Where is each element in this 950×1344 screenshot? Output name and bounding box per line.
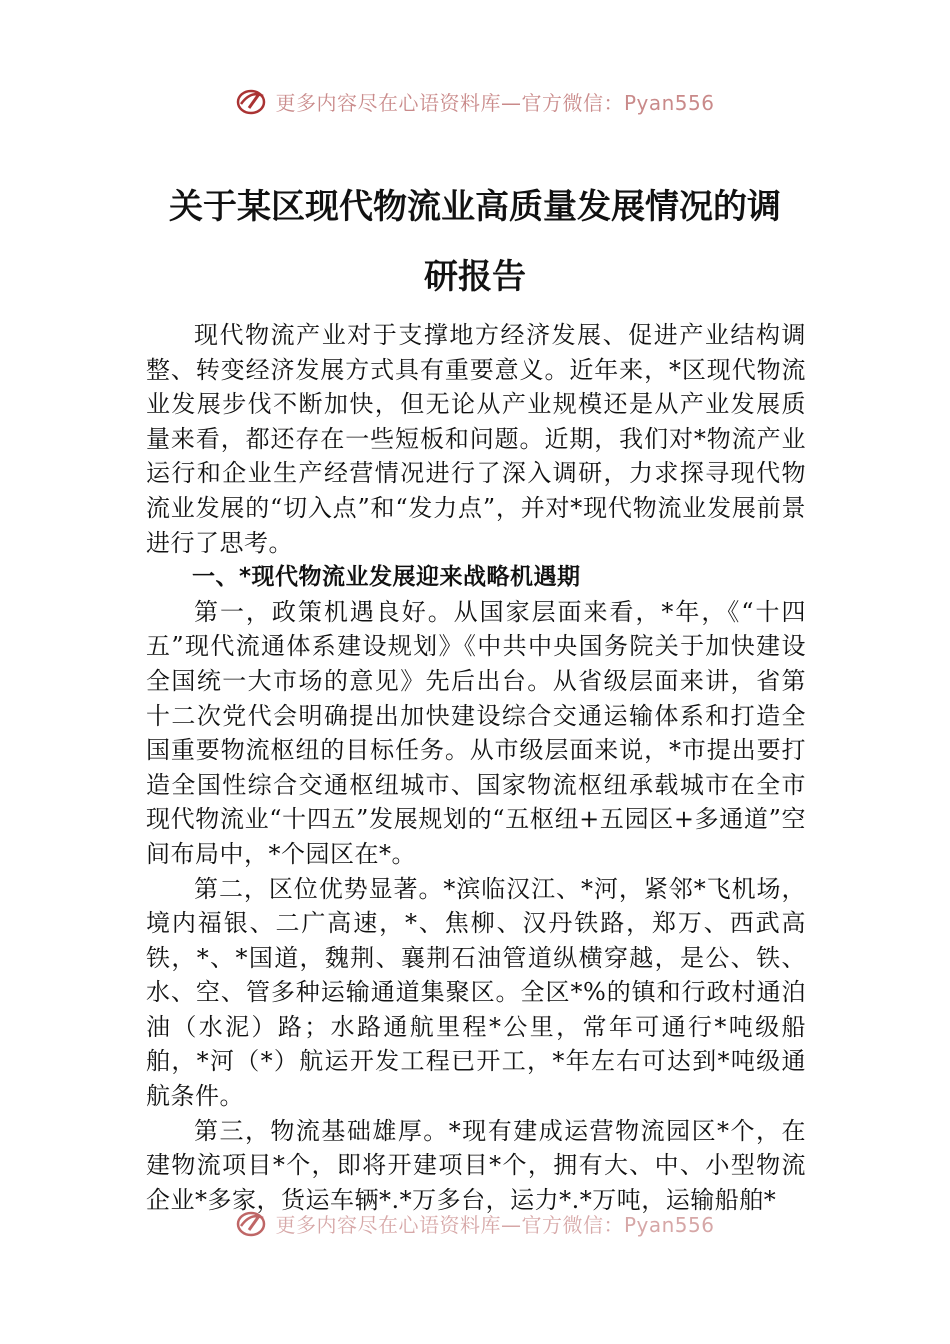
watermark-header [0,86,950,116]
document-title-line-2: 研报告 [424,257,526,297]
paragraph-policy: 第一，政策机遇良好。从国家层面来看，*年，《“十四五”现代流通体系建设规划》《中共中央国务院关于加快建设全国统一大市场的意见》先后出台。从省级层面来讲，省第十二次党代会明确提出加快建设综合交通运输体系和打造全国重要物流枢纽的目标任务。从市级层面来说，*市提出要打造全国性综合交通枢纽城市、国家物流枢纽承载城市在全市现代物流业“十四五”发展规划的“五枢纽+五园区+多通道”空间布局中，*个园区在*。 [146,597,806,868]
watermark-text: 更多内容尽在心语资料库—官方微信：Pyan556 [275,1212,715,1237]
logo-icon [235,1208,269,1238]
document-body [146,318,806,1217]
paragraph-foundation: 第三，物流基础雄厚。*现有建成运营物流园区*个，在建物流项目*个，即将开建项目*个，拥有大、中、小型物流企业*多家，货运车辆*.*万多台，运力*.*万吨，运输船舶* [146,1116,806,1214]
paragraph-location: 第二，区位优势显著。*滨临汉江、*河，紧邻*飞机场，境内福银、二广高速，*、焦柳、汉丹铁路，郑万、西武高铁，*、*国道，魏荆、襄荆石油管道纵横穿越，是公、铁、水、空、管多种运输通道集聚区。全区*%的镇和行政村通泊油（水泥）路；水路通航里程*公里，常年可通行*吨级船舶，*河（*）航运开发工程已开工，*年左右可达到*吨级通航条件。 [146,874,806,1111]
document-title-line-1: 关于某区现代物流业高质量发展情况的调 [169,187,781,227]
intro-paragraph: 现代物流产业对于支撑地方经济发展、促进产业结构调整、转变经济发展方式具有重要意义。近年来，*区现代物流业发展步伐不断加快，但无论从产业规模还是从产业发展质量来看，都还存在一些短板和问题。近期，我们对*物流产业运行和企业生产经营情况进行了深入调研，力求探寻现代物流业发展的“切入点”和“发力点”，并对*现代物流业发展前景进行了思考。 [146,321,806,557]
watermark-text: 更多内容尽在心语资料库—官方微信：Pyan556 [275,90,715,115]
watermark-footer [0,1208,950,1238]
logo-icon [235,86,269,116]
section-heading-1: 一、*现代物流业发展迎来战略机遇期 [192,564,581,591]
